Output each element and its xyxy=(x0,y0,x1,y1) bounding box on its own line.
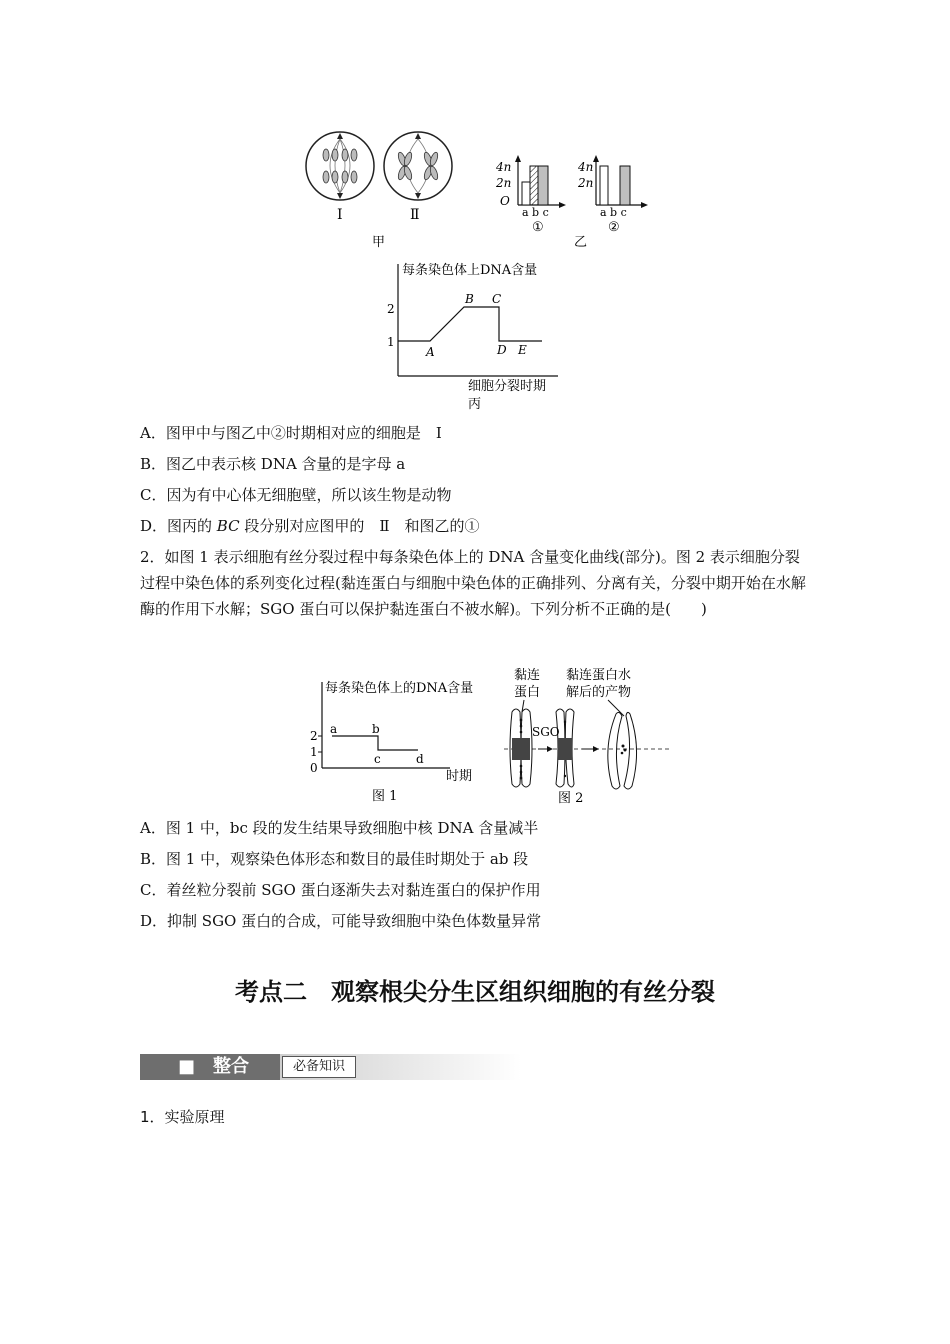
q2-figure-1 xyxy=(300,672,490,810)
figure-bing xyxy=(358,258,578,418)
q2f1-caption: 图 1 xyxy=(372,789,398,804)
q1-option-b: B．图乙中表示核 DNA 含量的是字母 a xyxy=(140,455,406,473)
yi1-y-4n: 4n xyxy=(496,160,512,174)
bing-label: 丙 xyxy=(468,397,482,412)
q2f1-point-d: d xyxy=(416,752,424,766)
yi1-origin: O xyxy=(500,194,510,208)
bing-tick-1: 1 xyxy=(387,335,395,349)
section-header-bar xyxy=(140,1054,522,1082)
q2f2-cohesin-label-2: 蛋白 xyxy=(514,685,541,700)
section-bar-label-text: ■ 整合 xyxy=(178,1056,250,1077)
figure-jia-label: 甲 xyxy=(372,235,386,250)
section-title: 考点二 观察根尖分生区组织细胞的有丝分裂 xyxy=(235,978,715,1006)
q2f2-chromosome-3 xyxy=(608,712,637,789)
q1-option-d-bc: BC xyxy=(216,517,240,535)
yi2-x-abc: a b c xyxy=(600,206,627,219)
q2-figure-2 xyxy=(498,664,678,810)
bing-point-D: D xyxy=(497,343,507,357)
q2-option-d: D．抑制 SGO 蛋白的合成，可能导致细胞中染色体数量异常 xyxy=(140,912,542,930)
q2f1-point-c: c xyxy=(374,752,381,766)
q1-option-d-prefix: D．图丙的 xyxy=(140,517,217,535)
q2f2-cohesin-label-1: 黏连 xyxy=(514,668,541,683)
bing-ylabel: 每条染色体上DNA含量 xyxy=(402,263,538,278)
section-item-1: 1．实验原理 xyxy=(140,1108,225,1126)
yi1-number: ① xyxy=(532,220,544,235)
q1-option-a: A．图甲中与图乙中②时期相对应的细胞是 Ⅰ xyxy=(140,424,442,442)
q2f1-point-b: b xyxy=(372,722,380,736)
yi-chart-2 xyxy=(577,155,648,235)
q2f1-point-a: a xyxy=(330,722,338,736)
q2f2-chromosome-1 xyxy=(510,709,532,787)
yi1-bar-a xyxy=(522,182,530,205)
q2f1-line xyxy=(332,736,418,750)
q1-option-c: C．因为有中心体无细胞壁，所以该生物是动物 xyxy=(140,486,452,504)
bing-point-E: E xyxy=(518,343,527,357)
q1-option-d-suffix: 段分别对应图甲的 Ⅱ 和图乙的① xyxy=(239,517,480,535)
q2f1-tick-1: 1 xyxy=(310,745,318,759)
yi2-bar-c xyxy=(620,166,630,205)
cell-II-label: Ⅱ xyxy=(410,207,420,223)
yi2-y-2n: 2n xyxy=(578,176,594,190)
q2-option-a: A．图 1 中，bc 段的发生结果导致细胞中核 DNA 含量减半 xyxy=(140,819,539,837)
q2-option-b: B．图 1 中，观察染色体形态和数目的最佳时期处于 ab 段 xyxy=(140,850,529,868)
cell-I-label: Ⅰ xyxy=(337,207,343,223)
bing-xlabel: 细胞分裂时期 xyxy=(468,379,547,394)
q2f2-chromosome-2 xyxy=(556,709,574,787)
bing-point-A: A xyxy=(426,345,435,359)
q2f1-tick-0: 0 xyxy=(310,761,318,775)
q2-stem: 2．如图 1 表示细胞有丝分裂过程中每条染色体上的 DNA 含量变化曲线(部分)。图 2 表示细胞分裂过程中染色体的系列变化过程(黏连蛋白与细胞中染色体的正确排列、分离有关，分裂中期开始在水解酶的作用下水解；SGO 蛋白可以保护黏连蛋白不被水解)。下列分析不正确的是( ) xyxy=(140,548,806,618)
yi1-y-2n: 2n xyxy=(496,176,512,190)
yi1-x-abc: a b c xyxy=(522,206,549,219)
yi1-bar-c xyxy=(538,166,548,205)
q2f2-product-label-1: 黏连蛋白水 xyxy=(566,668,632,683)
bing-point-C: C xyxy=(492,292,502,306)
cell-II-diagram xyxy=(384,132,452,200)
yi2-y-4n: 4n xyxy=(578,160,594,174)
bing-tick-2: 2 xyxy=(387,302,395,316)
section-bar-label xyxy=(140,1054,280,1080)
yi-chart-1 xyxy=(495,155,566,235)
bing-point-B: B xyxy=(465,292,474,306)
yi2-number: ② xyxy=(608,220,620,235)
q2f2-product-label-2: 解后的产物 xyxy=(566,685,632,700)
q2f1-xlabel: 时期 xyxy=(446,769,473,784)
q2f2-caption: 图 2 xyxy=(558,791,584,806)
figure-yi-label: 乙 xyxy=(574,235,588,250)
bing-line xyxy=(398,307,542,341)
q1-option-d xyxy=(140,516,480,536)
yi1-bar-b xyxy=(530,166,538,205)
cell-I-diagram xyxy=(306,132,374,200)
q2-option-c: C．着丝粒分裂前 SGO 蛋白逐渐失去对黏连蛋白的保护作用 xyxy=(140,881,541,899)
section-bar-tag: 必备知识 xyxy=(282,1056,356,1078)
q2f1-ylabel: 每条染色体上的DNA含量 xyxy=(325,681,474,696)
q2f1-tick-2: 2 xyxy=(310,729,318,743)
q2f2-sgo-label: SGO xyxy=(532,725,560,739)
yi2-bar-a xyxy=(600,166,608,205)
figure-jia-yi xyxy=(300,125,660,255)
